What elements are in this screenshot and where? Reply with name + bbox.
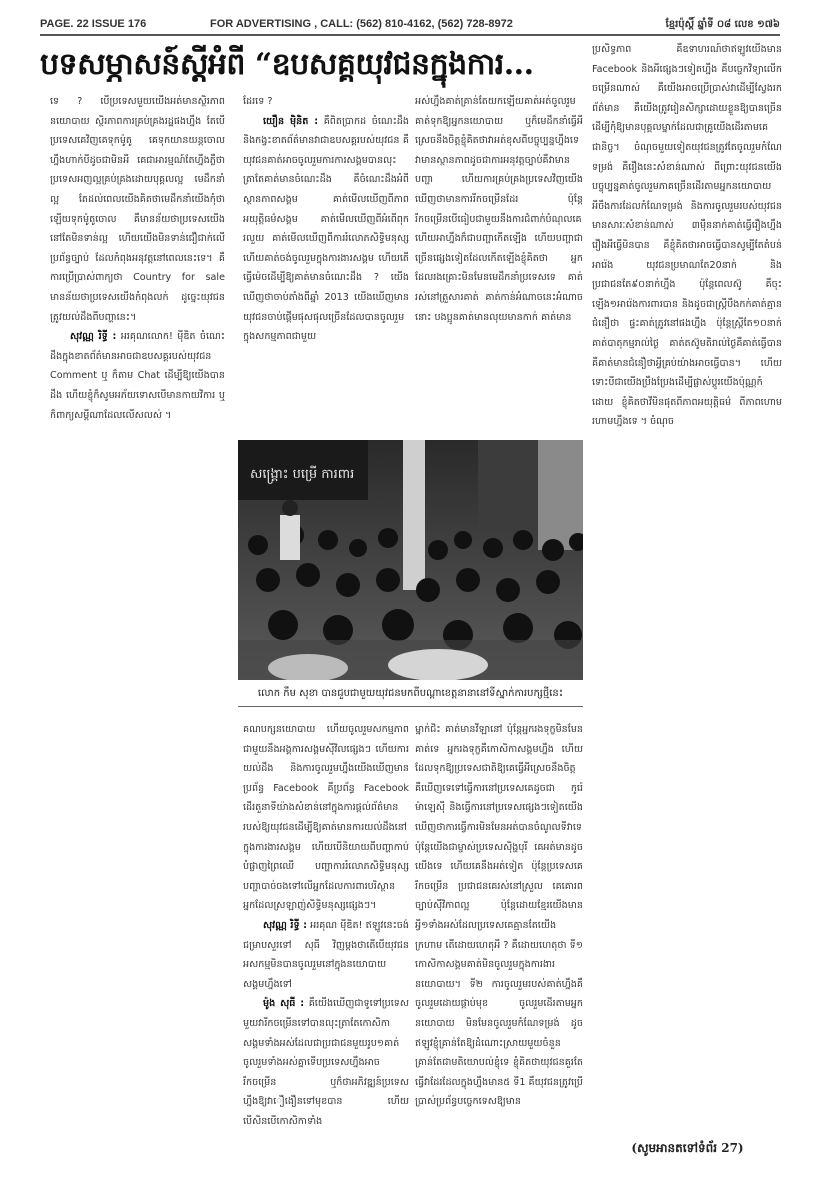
page-header: [40, 18, 780, 36]
column-3-top-text: អស់ហ្នឹងគាត់គ្រាន់តែយកឡើយគាត់អត់ចូលរួម គាត់ទុកឱ្យអ្នកនយោបាយ ឬក៏មេដឹកនាំធ្វើអីស្រេចនឹងចិត្តខ្ញុំគិតថាវាអត់ខុសពីបច្ចុប្បន្នហ្នឹងទេ វាមានស្ថានភាពដូចជាការអនុវត្តច្បាប់គឺវាមានបញ្ហា ហើយការគ្រប់គ្រងប្រទេសវិញយើងឃើញថាមានការរីកចម្រើនដែរ ប៉ុន្តែរីកចម្រើនបើធៀបជាមួយនឹងការជំពាក់បំណុលគេ ហើយអាហ្នឹងក៏ជាបញ្ហាកើតឡើង ហើយបញ្ហាជាច្រើនផ្សេងទៀតដែលកើតឡើងខ្ញុំគិតថា អ្នកដែលរងគ្រោះមិនមែនមេដឹកនាំប្រទេសទេ គាត់រស់នៅត្រួសារគាត់ គាត់កាន់អំណាចនេះអំណាចនោះ បងប្អូនគាត់មានលុយមានកាក់ គាត់មាន: [415, 96, 583, 323]
article-column-2-top: [243, 92, 409, 417]
pillar: [403, 440, 425, 590]
column-2-speaker-paragraph: [243, 112, 409, 347]
column-1-speaker-paragraph: [50, 327, 225, 366]
article-headline: បទសម្ភាសន៍ស្ដីអំពី “ឧបសគ្គយុវជនក្នុងការ...: [40, 47, 534, 82]
advertising-notice: FOR ADVERTISING , CALL: (562) 810-4162, (562) 728-8972: [210, 18, 513, 30]
column-2-intro: ដែរទេ ?: [243, 96, 273, 107]
article-photo: [238, 440, 583, 680]
masthead-khmer: ខ្មែរប៉ុស្តិ៍ ឆ្នាំទី ០៨ លេខ ១៧៦: [665, 19, 780, 30]
banner-text: សង្គ្រោះ បម្រើ ការពារ: [250, 467, 355, 482]
speaker-head: [282, 500, 298, 516]
column-2b-para-1: គណបក្សនយោបាយ ហើយចូលរួមសកម្មភាពជាមួយនឹងអង្គការសង្គមស៊ីវិលផ្សេងៗ ហើយការយល់ដឹង និងការចូលរួមហ្នឹងយើងឃើញមានប្រព័ន្ធ Facebook គឺប្រព័ន្ធ Facebook ដើរតួនាទីយ៉ាងសំខាន់នៅក្នុងការផ្ដល់ព័ត៌មានរបស់ឱ្យយុវជនដើម្បីឱ្យគាត់មានការយល់ដឹងនៅក្នុងការងារសង្គម ហើយបើនិយាយពីបញ្ហាកាប់បំផ្លាញព្រៃឈើ បញ្ហាការរំលោភសិទ្ធិមនុស្ស បញ្ហាបាច់ចងទៅលើអ្នកដែលការពារបរិស្ថាន អ្នកដែលស្រឡាញ់សិទ្ធិមនុស្សផ្សេងៗ។: [243, 724, 409, 912]
article-column-4: [592, 40, 782, 1100]
speaker-text: គឺពិតប្រាកដ ចំណេះដឹង និងកង្វះខាតព័ត៌មានវាជាឧបសគ្គរបស់យុវជន គឺយុវជនគាត់អាចចូលរួមការការសង្គមបានលុះត្រាតែគាត់មានចំណេះដឹង គឺចំណេះដឹងអំពីស្ថានភាពសង្គម គាត់មើលឃើញពីភាពអយុត្តិធម៌សង្គម គាត់មើលឃើញពីអំពើពុករលួយ គាត់មើលឃើញពីការរំលោភសិទ្ធិមនុស្ស ហើយគាត់ចង់ចូលរួមក្នុងការងារសង្គម ហើយតើធ្វើម៉េចដើម្បីឱ្យគាត់មានចំណេះដឹង ? យើងឃើញថាចាប់តាំងពីឆ្នាំ 2013 យើងឃើញមានយុវជនចាប់ផ្ដើមផុសផុលច្រើនដែលបានចូលរួមក្នុងសកម្មភាពជាមួយ: [243, 115, 409, 343]
column-2b-para-2: [243, 916, 409, 994]
page-issue-label: PAGE. 22 ISSUE 176: [40, 18, 147, 30]
column-1-text: ទេ ? បើប្រទេសមួយយើងអត់មានស្ថិរភាព នយោបាយ ស្ថិរភាពការគ្រប់គ្រងរដ្ឋផងហ្នឹង តែបើប្រទេសគេវិញគេទុកម៉ូតូ គេទុកយានយន្តចោលហ្នឹងហាក់បីដូចជាមិនអី គេជាអារម្មណ៍តែហ្នឹងភ្លឺថា ប្រទេសអញល្អគ្រប់គ្រងដោយបុគ្គលល្អ មេដឹកនាំល្អ តែដល់ពេលយើងគិតថាមេដឹកនាំយើងកុំថាឡើយទុកម៉ូតូចោល គឺមានន័យថាប្រទេសយើងនៅតែមិនទាន់ល្អ ហើយយើងមិនទាន់ជឿជាក់លើប្រព័ន្ធច្បាប់ ដែលកំពុងអនុវត្តនៅពេលនេះទេ។ គឺការប្រើប្រាស់ពាក្យថា Country for sale មានន័យថាប្រទេសយើងកំពុងលក់ ដូច្នេះយុវជនត្រូវយល់ដឹងពីបញ្ហានេះ។: [50, 96, 225, 323]
speaker-text: អរគុណលោក! ម៉ីឌិត ចំណេះដឹងក្នុងខាតព័ត៌មានអាចជាឧបសគ្គរបស់យុវជន: [50, 331, 225, 362]
speaker-text: អរគុណ ម៉ីឌិត! ឥឡូវនេះចង់ជម្រាបសួរទៅ សុធី វិញម្ដងថាតើបើយុវជនអសកម្មមិនបានចូលរួមនៅក្នុងនយោបាយ សង្គមហ្នឹងទៅ: [243, 919, 409, 990]
meeting-photo-illustration: [238, 440, 583, 680]
photo-caption: លោក កឹម សុខា បានជួបជាមួយយុវជនមកពីបណ្ដាខេត្តនានានៅទីស្នាក់ការបក្សថ្មីនេះ: [238, 684, 583, 707]
column-2b-para-3: [243, 994, 409, 1131]
speaker-name: សុវណ្ណ រិទ្ធី :: [70, 331, 117, 343]
column-1-tail: Comment ឬ ក៏តាម Chat ដើម្បីឱ្យយើងបានដឹង ហើយខ្ញុំក៏សូមអភ័យទោសបើមានកាយវិការ ឬក៏ពាក្យសម្ដីណាដែលលើសលស់ ។: [50, 370, 225, 421]
speaker-text: គឺយើងឃើញជាទូទៅប្រទេសមួយវារីកចម្រើនទៅបានលុះត្រាតែកោសិកាសង្គមទាំងអស់ដែលជាប្រជាជនមួយរូប១គាត់ចូលរួមទាំងអស់គ្នាទើបប្រទេសហ្នឹងអាចរីកចម្រើន ឬក៏ថាអភិវឌ្ឍន៍ប្រទេសហ្នឹងឱ្យវាឿងឿនទៅមុខបាន ហើយបើសិនបើកោសិកាទាំង: [243, 998, 409, 1127]
speaker-name: ម៉ូង សុធី :: [263, 998, 305, 1010]
speaker-figure: [280, 515, 300, 560]
article-column-3-bottom: [415, 720, 583, 1160]
column-4-text: ប្រសិទ្ធភាព គឺឧទាហរណ៍ថាឥឡូវយើងមាន Facebook និងអីផ្សេងៗទៀតហ្នឹង គឺបច្ចេកវិទ្យាលើកចម្រើនណាស់ គឺយើងអាចប្រើប្រាស់វាដើម្បីស្វែងរកព័ត៌មាន គឺយើងត្រូវរៀនសិក្សាដោយខ្លួនឱ្យបានច្រើនដើម្បីកុំឱ្យមានបុគ្គលម្នាក់ដែលជាគ្រូយើងដើរតាមគេជានិច្ច។ ចំណុចមួយទៀតយុវជនត្រូវតែចូលរួមកំណែទម្រង់ គឺរឿងនេះសំខាន់ណាស់ ពីព្រោះយុវជនយើងបច្ចុប្បន្នគាត់ចូលរួមភាគច្រើនដើរតាមអ្នកនយោបាយ អីចឹងការដែលកំណែទម្រង់ និងការចូលរួមរបស់យុវជនមានសារៈសំខាន់ណាស់ ៣ម៉ឺននាក់គាត់ធ្វើរឿងហ្នឹងរឿងអីធ្វើមិនបាន គឺខ្ញុំគិតថាអាចធ្វើបានសូម្បីតែតំបន់អារ៉េង យុវជនប្រមាណតែ20នាក់ និងប្រជាជនតែ៩០នាក់ហ្នឹង ប៉ុន្តែពេលស៊ូ គឺចុះឡើង១អារ៉េងការពារបាន និងដូចជាស្ត្រីបឹងកក់គាត់គ្មានជំនឿថា ផ្ទះគាត់ត្រូវនៅផងហ្នឹង ប៉ុន្តែស្ត្រីតែ១០នាក់គាត់បាតុកម្មរាល់ថ្ងៃ គាត់តស៊ូមតិរាល់ថ្ងៃគឺគាត់ធ្វើបាន គឺគាត់មានជំនឿថាអ្វីគ្រប់យ៉ាងអាចធ្វើបាន។ ហើយទោះបីជាយើងប្រឹងប្រែងដើម្បីផ្លាស់ប្ដូរយើងប៉ុណ្ណកំដោយ ខ្ញុំគិតថាវីមិនផុតពីភាពអយុត្តិធម៌ ពីភាពហោមរហាមហ្នឹងទេ ។ ចំណុច: [592, 44, 782, 428]
speaker-name: សុវណ្ណ រិទ្ធី :: [263, 919, 307, 931]
article-column-3-top: [415, 92, 583, 417]
speaker-name: យឿន ម៉ិនិត :: [263, 115, 319, 127]
foreground-shirt: [388, 649, 488, 680]
continued-on-page-note: (សូមអានតទៅទំព័រ 27): [631, 1141, 744, 1155]
article-column-1: [50, 92, 225, 1152]
article-column-2-bottom: [243, 720, 409, 1160]
column-3-bottom-text: ម្នាក់ជិះ គាត់មានវីឡានៅ ប៉ុន្តែអ្នករងទុក្ខមិនមែនគាត់ទេ អ្នករងទុក្ខគឺកោសិកាសង្គមហ្នឹង ហើយដែលទុកឱ្យប្រទេសជាតិឱ្យគេធ្វើអីស្រេចនឹងចិត្ត គឺឃើញទេទៅធ្វើការនៅប្រទេសគេដូចជា កូរ៉េ ម៉ាឡេស៊ី និងធ្វើការនៅប្រទេសផ្សេងៗទៀតយើងឃើញថាការធ្វើការមិនមែនអត់បានចំណូលទីវាទេ ប៉ុន្តែយើងជាម្ចាស់ប្រទេសស៊ិង្ហបុរី គេអត់មានដូចយើងទេ ហើយគេនឹងអត់ទៀត ប៉ុន្តែប្រទេសគេរីកចម្រើន ប្រជាជនគេរស់នៅស្រួល គេគោរពច្បាប់ស៊ីវិភាពល្អ ប៉ុន្តែដោយខ្មែរយើងមានអ្វី១ទាំងអស់ដែលប្រទេសគេគ្មានតែយើងក្រហាម តើដោយហេតុអី ? គឺដោយហេតុថា ទី១ កោសិកាសង្គមគាត់មិនចូលរួមក្នុងការងារនយោបាយ។ ទី២ ការចូលរួមរបស់គាត់ហ្នឹងគឺចូលរួមដោយផ្ដាប់មុខ ចូលរួមដើរតាមអ្នកនយោបាយ មិនមែនចូលរួមកំណែទម្រង់ ដូចឥឡូវខ្ញុំគ្រាន់តែឱ្យដំណោះស្រាយមួយចំនួនគ្រាន់តែជាមតិយោបល់ខ្ញុំទេ ខ្ញុំគិតថាយុវជនគួរតែធ្វើវាដែរដែលក្នុងហ្នឹងមាន៥ ទី1 គឺយុវជនត្រូវប្រើប្រាស់ប្រព័ន្ធបច្ចេកទេសឱ្យមាន: [415, 724, 583, 1108]
